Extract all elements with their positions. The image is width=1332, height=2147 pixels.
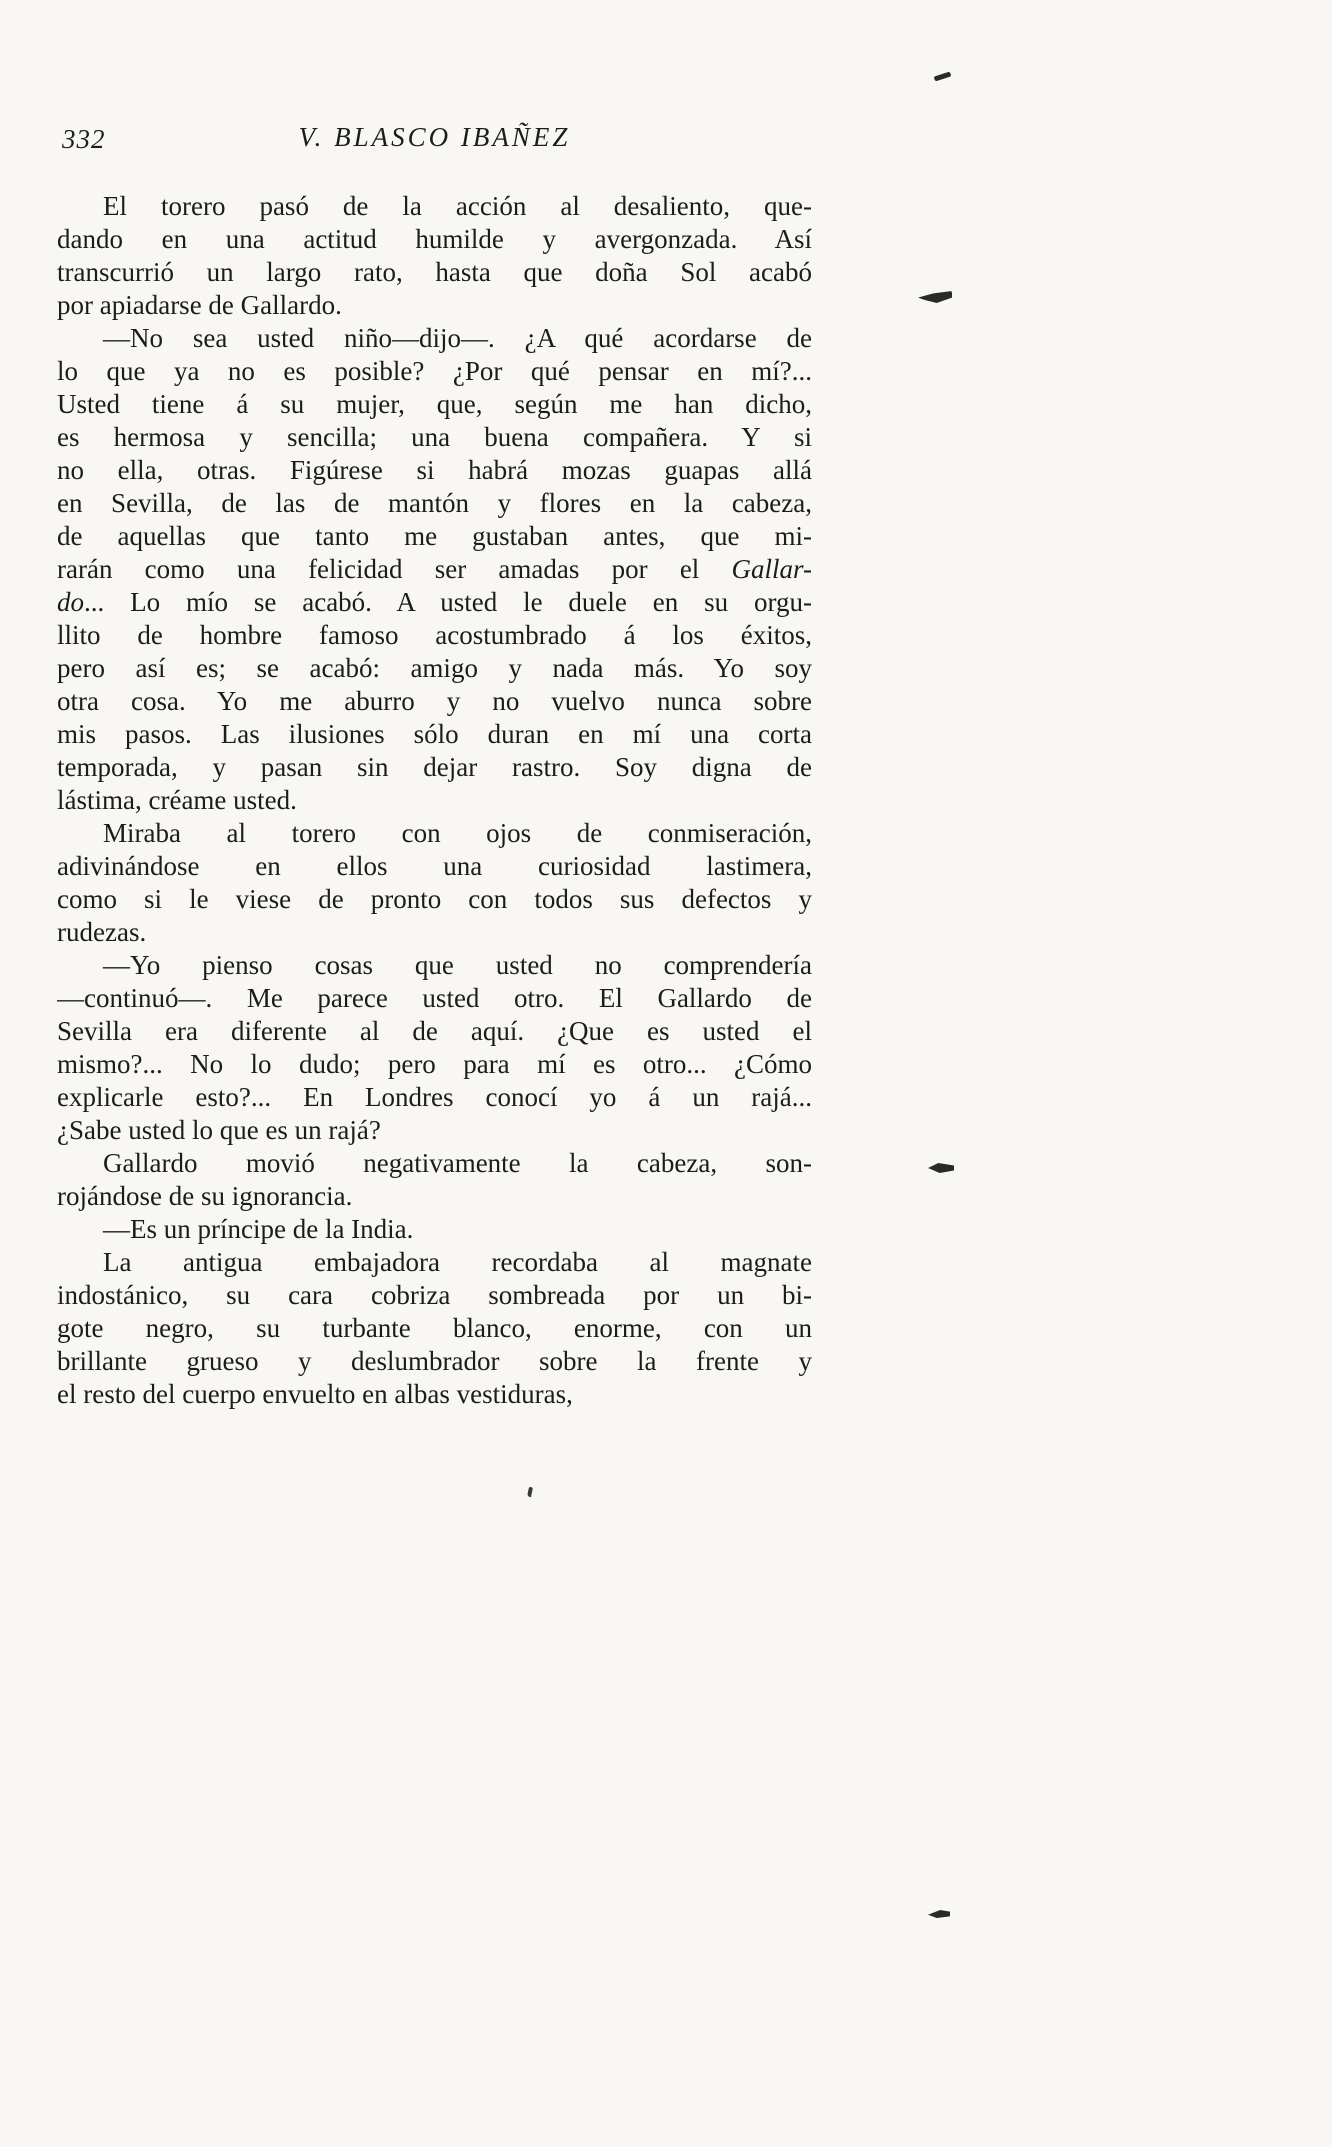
paragraph	[57, 322, 812, 817]
page-header	[57, 122, 812, 162]
text-line: —No sea usted niño—dijo—. ¿A qué acordarse de	[103, 323, 812, 353]
text-line: explicarle esto?... En Londres conocí yo á un rajá...	[57, 1082, 812, 1112]
scan-artifact	[527, 1487, 533, 1498]
text-line: —continuó—. Me parece usted otro. El Gallardo de	[57, 983, 812, 1013]
text-line: —Es un príncipe de la India.	[103, 1214, 414, 1244]
text-line: Miraba al torero con ojos de conmiseración,	[103, 818, 812, 848]
text-line: en Sevilla, de las de mantón y flores en la cabeza,	[57, 488, 812, 518]
text-line: por apiadarse de Gallardo.	[57, 290, 342, 320]
paragraph	[57, 190, 812, 322]
running-title: V. BLASCO IBAÑEZ	[298, 122, 571, 152]
text-line: es hermosa y sencilla; una buena compañera. Y si	[57, 422, 812, 452]
scan-artifact	[934, 71, 952, 81]
text-line: ¿Sabe usted lo que es un rajá?	[57, 1115, 381, 1145]
text-line: rudezas.	[57, 917, 147, 947]
text-line: rojándose de su ignorancia.	[57, 1181, 353, 1211]
text-line: Usted tiene á su mujer, que, según me han dicho,	[57, 389, 812, 419]
paragraph	[57, 1246, 812, 1411]
text-line: La antigua embajadora recordaba al magnate	[103, 1247, 812, 1277]
scan-artifact	[928, 1163, 954, 1173]
text-line: llito de hombre famoso acostumbrado á los éxitos,	[57, 620, 812, 650]
text-line: brillante grueso y deslumbrador sobre la frente y	[57, 1346, 812, 1376]
text-line: pero así es; se acabó: amigo y nada más. Yo soy	[57, 653, 812, 683]
text-line: de aquellas que tanto me gustaban antes, que mi-	[57, 521, 812, 551]
text-line: no ella, otras. Figúrese si habrá mozas guapas allá	[57, 455, 812, 485]
text-line: Sevilla era diferente al de aquí. ¿Que es usted el	[57, 1016, 812, 1046]
paragraph	[57, 817, 812, 949]
page-number: 332	[62, 124, 106, 154]
text-line: dando en una actitud humilde y avergonzada. Así	[57, 224, 812, 254]
text-line: transcurrió un largo rato, hasta que doña Sol acabó	[57, 257, 812, 287]
scan-artifact	[918, 291, 952, 303]
scan-artifact	[928, 1910, 950, 1918]
paragraph	[57, 949, 812, 1147]
paragraph	[57, 1213, 812, 1246]
text-line: el resto del cuerpo envuelto en albas vestiduras,	[57, 1379, 573, 1409]
text-line: mismo?... No lo dudo; pero para mí es otro... ¿Cómo	[57, 1049, 812, 1079]
text-line: Gallardo movió negativamente la cabeza, son-	[103, 1148, 812, 1178]
text-line: —Yo pienso cosas que usted no comprendería	[103, 950, 812, 980]
text-line: temporada, y pasan sin dejar rastro. Soy digna de	[57, 752, 812, 782]
text-line: indostánico, su cara cobriza sombreada por un bi-	[57, 1280, 812, 1310]
text-line: do... Lo mío se acabó. A usted le duele en su orgu-	[57, 587, 812, 617]
text-line: lo que ya no es posible? ¿Por qué pensar en mí?...	[57, 356, 812, 386]
text-line: rarán como una felicidad ser amadas por el Gallar-	[57, 554, 812, 584]
text-line: lástima, créame usted.	[57, 785, 297, 815]
text-line: como si le viese de pronto con todos sus defectos y	[57, 884, 812, 914]
text-line: adivinándose en ellos una curiosidad lastimera,	[57, 851, 812, 881]
text-line: mis pasos. Las ilusiones sólo duran en mí una corta	[57, 719, 812, 749]
text-block	[57, 190, 812, 1411]
text-line: El torero pasó de la acción al desaliento, que-	[103, 191, 812, 221]
paragraph	[57, 1147, 812, 1213]
text-line: otra cosa. Yo me aburro y no vuelvo nunca sobre	[57, 686, 812, 716]
text-line: gote negro, su turbante blanco, enorme, con un	[57, 1313, 812, 1343]
